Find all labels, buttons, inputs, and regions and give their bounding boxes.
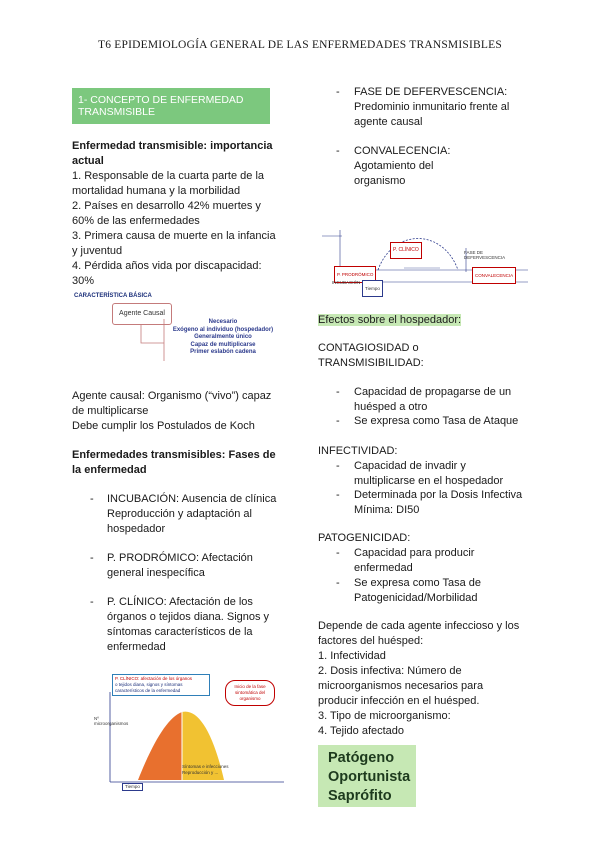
char-line: Capaz de multiplicarse xyxy=(190,341,256,348)
effect-line: Capacidad de propagarse de un xyxy=(354,386,512,398)
dash-bullet: - xyxy=(336,460,340,472)
causal-agent-line: Debe cumplir los Postulados de Koch xyxy=(72,420,255,432)
effect-line: enfermedad xyxy=(354,562,413,574)
bottom-line: Síntomas e infecciones xyxy=(182,764,229,769)
host-factor-line: 1. Infectividad xyxy=(318,650,386,662)
phase-line: enfermedad xyxy=(107,641,166,653)
incubation-area xyxy=(138,712,182,780)
dash-bullet: - xyxy=(336,145,340,157)
dash-bullet: - xyxy=(336,386,340,398)
pathogen-line: Patógeno xyxy=(328,750,395,766)
phase-right-label xyxy=(464,250,505,260)
importance-heading-line1: Enfermedad transmisible: importancia xyxy=(72,140,273,152)
section-heading-line1: 1- CONCEPTO DE ENFERMEDAD xyxy=(78,94,244,106)
contagiosity-item xyxy=(336,414,536,429)
effect-line: Patogenicidad/Morbilidad xyxy=(354,592,478,604)
phase-item-clinical xyxy=(90,595,290,655)
effect-line: Mínima: DI50 xyxy=(354,504,420,516)
effect-line: multiplicarse en el hospedador xyxy=(354,475,504,487)
agent-box: Agente Causal xyxy=(112,303,172,325)
char-line: Primer eslabón cadena xyxy=(190,349,256,355)
host-factor-line: 4. Tejido afectado xyxy=(318,725,405,737)
phase-line: Predominio inmunitario frente al xyxy=(354,101,510,113)
characteristic-lines xyxy=(167,319,279,357)
infectivity-title: INFECTIVIDAD: xyxy=(318,445,398,457)
effect-line: Capacidad de invadir y xyxy=(354,460,466,472)
phase-line: FASE DE DEFERVESCENCIA: xyxy=(354,86,508,98)
phase-line: CONVALECENCIA: xyxy=(354,145,451,157)
phase-line: general inespecífica xyxy=(107,567,205,579)
causal-agent-text xyxy=(72,389,287,434)
phase-line: síntomas característicos de la xyxy=(107,626,253,638)
phase-line: hospedador xyxy=(107,523,166,535)
contagiosity-item xyxy=(336,385,536,415)
dash-bullet: - xyxy=(336,489,340,501)
pathogenicity-title: PATOGENICIDAD: xyxy=(318,532,411,544)
importance-line: 4. Pérdida años vida por discapacidad: xyxy=(72,260,262,272)
host-factor-line: 3. Tipo de microorganismo: xyxy=(318,710,451,722)
dash-bullet: - xyxy=(336,547,340,559)
phase-item-convalescence xyxy=(336,144,536,189)
host-factor-line: 2. Dosis infectiva: Número de xyxy=(318,665,462,677)
red-box-line: P. CLÍNICO: afectación de los órganos xyxy=(115,676,192,681)
red-box-line: característicos de la enfermedad xyxy=(115,688,181,693)
phases-heading xyxy=(72,448,280,478)
right-label-line: DEFERVESCENCIA xyxy=(464,255,506,260)
contagiosity-title xyxy=(318,341,533,371)
pathogen-line: Oportunista xyxy=(328,769,411,785)
section-heading-line2: TRANSMISIBLE xyxy=(78,106,156,118)
phase-line: Reproducción y adaptación al xyxy=(107,508,252,520)
char-line: Necesario xyxy=(208,319,238,325)
phase-line: INCUBACIÓN: Ausencia de clínica xyxy=(107,493,277,505)
host-effects-heading-text: Efectos sobre el hospedador: xyxy=(318,314,462,326)
importance-line: 2. Países en desarrollo 42% muertes y xyxy=(72,200,261,212)
dash-bullet: - xyxy=(90,552,94,564)
dash-bullet: - xyxy=(90,596,94,608)
phase-item-defervescence xyxy=(336,85,536,130)
pathogen-line: Saprófito xyxy=(328,788,392,804)
y-label-line: Nº xyxy=(94,716,99,721)
page-title: T6 EPIDEMIOLOGÍA GENERAL DE LAS ENFERMEDADES TRANSMISIBLES xyxy=(98,39,502,51)
infectivity-item xyxy=(336,488,536,518)
importance-line: mortalidad humana y la morbilidad xyxy=(72,185,241,197)
char-line: Generalmente único xyxy=(194,334,252,340)
note-line: Inicio de la fase xyxy=(234,684,266,689)
dash-bullet: - xyxy=(336,577,340,589)
right-label-line: FASE DE xyxy=(464,250,484,255)
phase-item-incubation xyxy=(90,492,290,537)
host-factor-line: microorganismos necesarios para xyxy=(318,680,484,692)
causal-agent-line: de multiplicarse xyxy=(72,405,149,417)
importance-line: 60% de las enfermedades xyxy=(72,215,200,227)
effect-line: Se expresa como Tasa de xyxy=(354,577,481,589)
phase-line: agente causal xyxy=(354,116,423,128)
pathogenicity-item xyxy=(336,576,536,606)
phase-x-label: Tiempo xyxy=(362,280,383,297)
pathogenicity-item xyxy=(336,546,536,576)
dash-bullet: - xyxy=(336,86,340,98)
host-factors xyxy=(318,619,538,739)
bottom-line: Reproducción y ... xyxy=(182,770,219,775)
diagram-label: CARACTERÍSTICA BÁSICA xyxy=(74,293,152,299)
phase-peak-label: P. CLÍNICO xyxy=(390,242,422,259)
infectivity-item xyxy=(336,459,536,489)
dash-bullet: - xyxy=(90,493,94,505)
char-line: Exógeno al individuo (hospedador) xyxy=(172,326,274,333)
contagiosity-title-line: TRANSMISIBILIDAD: xyxy=(318,357,424,369)
contagiosity-title-line: CONTAGIOSIDAD o xyxy=(318,342,419,354)
pathogen-type-box xyxy=(318,745,416,807)
phase-line: P. PRODRÓMICO: Afectación xyxy=(107,552,253,564)
importance-list xyxy=(72,169,280,289)
phase-right-sub: CONVALECENCIA xyxy=(472,267,516,284)
phase-left-sub: INCUBACIÓN xyxy=(332,280,361,285)
importance-heading-line2: actual xyxy=(72,155,104,167)
clinical-red-box xyxy=(112,674,210,696)
y-label-line: microorganismos xyxy=(94,721,129,726)
phase-item-prodromic xyxy=(90,551,290,581)
effect-line: Determinada por la Dosis Infectiva xyxy=(354,489,523,501)
note-line: organismo xyxy=(239,696,261,701)
host-factor-line: producir infección en el huésped. xyxy=(318,695,480,707)
red-box-line: o tejidos diana, signos y síntomas xyxy=(115,682,183,687)
phase-left-label: P. PRODRÓMICO xyxy=(334,266,376,283)
characteristic-diagram xyxy=(72,289,282,361)
clinical-bottom-labels xyxy=(182,764,229,776)
effect-line: Se expresa como Tasa de Ataque xyxy=(354,415,519,427)
section-heading xyxy=(72,88,270,124)
importance-line: 30% xyxy=(72,275,95,287)
phase-line: organismo xyxy=(354,175,406,187)
clinical-x-label: Tiempo xyxy=(122,783,143,791)
importance-line: 3. Primera causa de muerte en la infancia xyxy=(72,230,276,242)
host-factor-line: Depende de cada agente infeccioso y los xyxy=(318,620,520,632)
clinical-y-label xyxy=(94,716,128,726)
phase-line: Agotamiento del xyxy=(354,160,434,172)
effect-line: huésped a otro xyxy=(354,401,428,413)
dash-bullet: - xyxy=(336,415,340,427)
clinical-phase-diagram xyxy=(94,672,288,792)
host-effects-heading xyxy=(318,313,533,328)
causal-agent-line: Agente causal: Organismo (“vivo”) capaz xyxy=(72,390,272,402)
clinical-note-bubble xyxy=(225,680,275,706)
host-factor-line: factores del huésped: xyxy=(318,635,424,647)
phase-line: órganos o tejidos diana. Signos y xyxy=(107,611,270,623)
importance-heading xyxy=(72,139,280,169)
effect-line: Capacidad para producir xyxy=(354,547,475,559)
note-line: sintomática del xyxy=(234,690,265,695)
importance-line: y juventud xyxy=(72,245,123,257)
phases-heading-line2: la enfermedad xyxy=(72,464,147,476)
importance-line: 1. Responsable de la cuarta parte de la xyxy=(72,170,265,182)
phase-timeline-diagram xyxy=(318,218,530,296)
phases-heading-line1: Enfermedades transmisibles: Fases de xyxy=(72,449,276,461)
phase-line: P. CLÍNICO: Afectación de los xyxy=(107,596,253,608)
